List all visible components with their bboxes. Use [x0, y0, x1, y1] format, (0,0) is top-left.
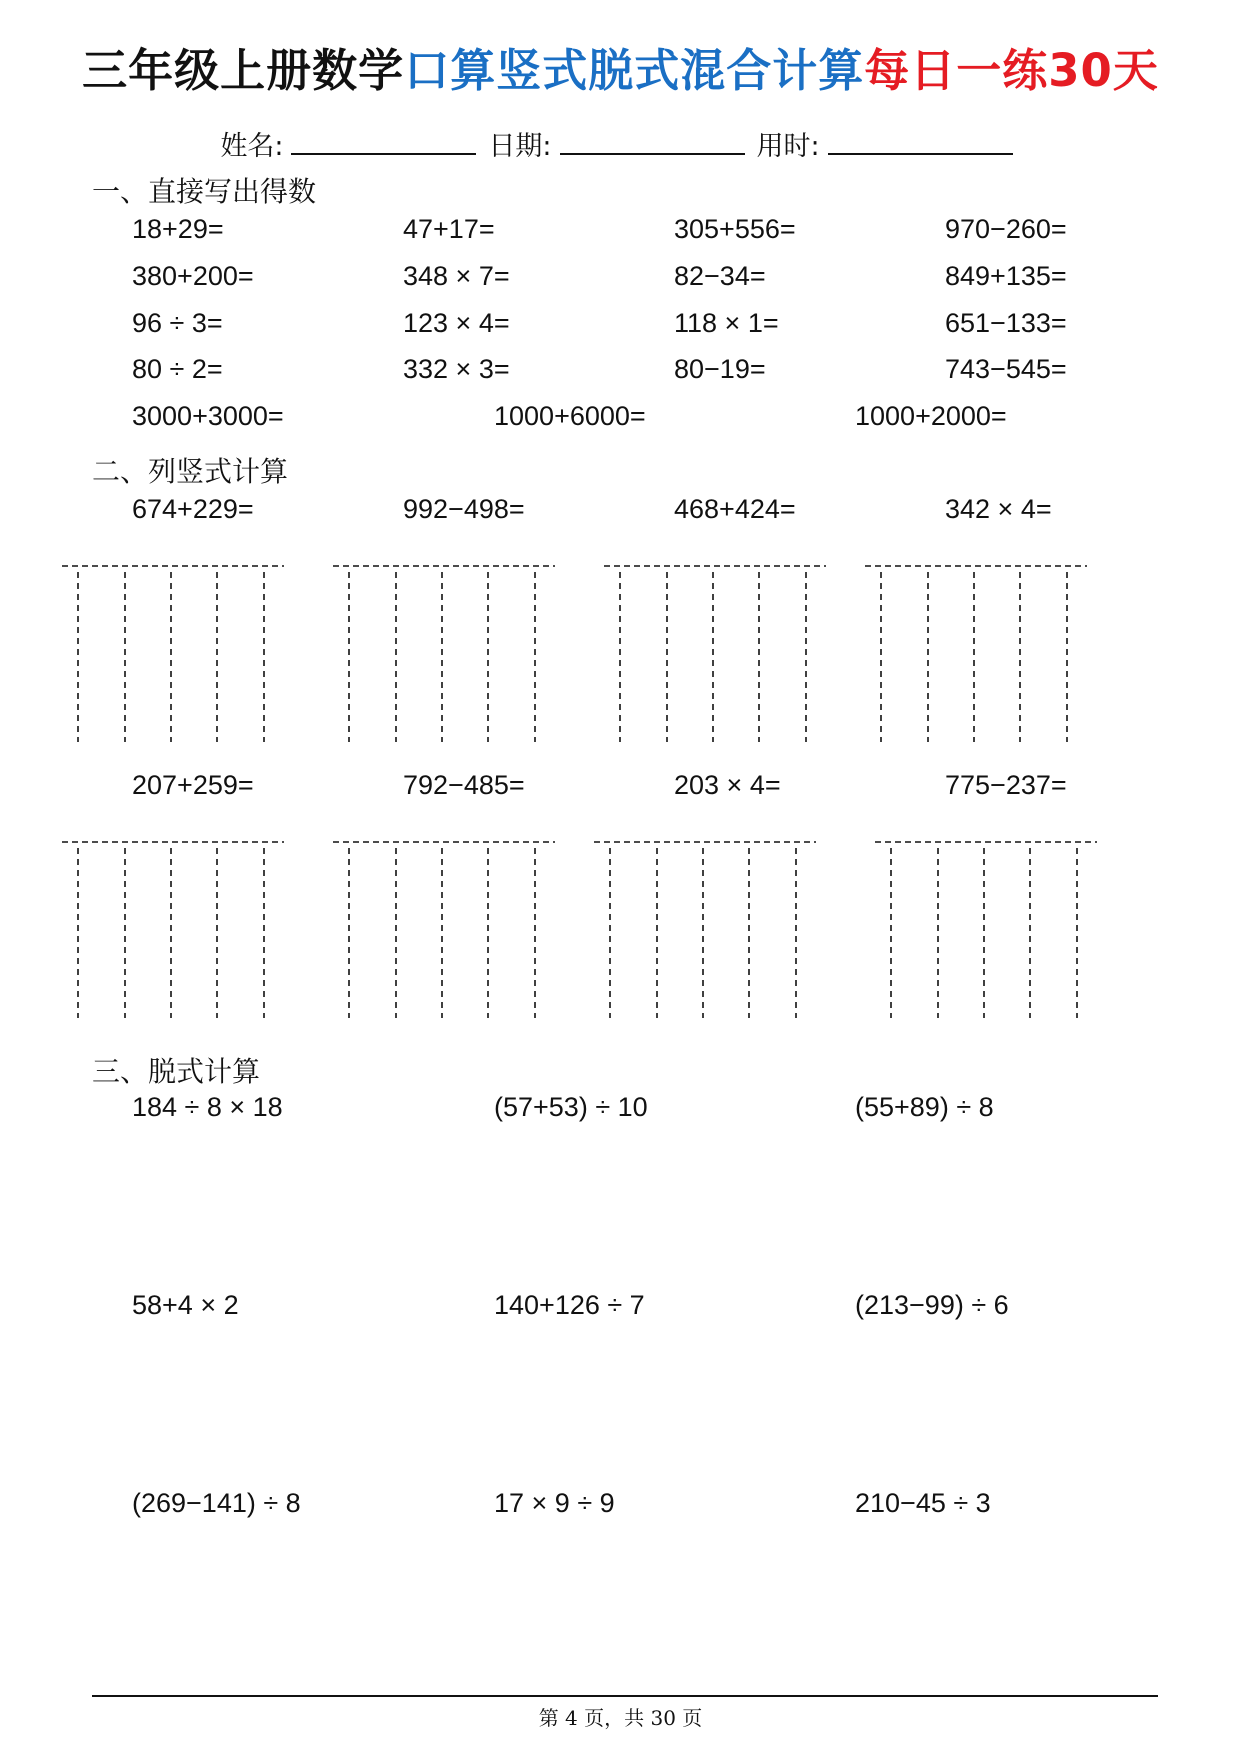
time-label: 用时: [756, 131, 820, 162]
title-topic: 口算竖式脱式混合计算 [404, 44, 865, 97]
vertical-calc-grid[interactable] [333, 564, 555, 744]
mental-problem: 849+135= [945, 261, 1067, 291]
mental-problem: 18+29= [132, 214, 224, 244]
mental-problem: 348 × 7= [403, 261, 510, 291]
page-number: 第 4 页，共 30 页 [538, 1706, 703, 1730]
date-label: 日期: [488, 131, 552, 162]
section-heading-vertical-calc: 二、列竖式计算 [92, 455, 289, 488]
vertical-calc-grid[interactable] [62, 564, 284, 744]
date-blank[interactable] [560, 127, 745, 155]
student-info-line [0, 124, 1241, 163]
vertical-problem: 468+424= [674, 494, 796, 524]
mental-problem: 380+200= [132, 261, 254, 291]
section-heading-step-calc: 三、脱式计算 [92, 1055, 261, 1088]
vertical-calc-grid[interactable] [594, 840, 816, 1020]
mental-problem: 305+556= [674, 214, 796, 244]
vertical-problem: 792−485= [403, 770, 525, 800]
vertical-problem: 203 × 4= [674, 770, 781, 800]
name-blank[interactable] [291, 127, 476, 155]
step-problem: 210−45 ÷ 3 [855, 1488, 991, 1518]
vertical-calc-grid[interactable] [865, 564, 1087, 744]
time-blank[interactable] [828, 127, 1013, 155]
vertical-problem: 674+229= [132, 494, 254, 524]
title-grade: 三年级上册数学 [82, 44, 405, 97]
section-heading-mental-math: 一、直接写出得数 [92, 175, 317, 208]
footer-rule [92, 1695, 1158, 1697]
mental-problem: 47+17= [403, 214, 495, 244]
mental-problem: 82−34= [674, 261, 766, 291]
mental-problem: 1000+2000= [855, 401, 1007, 431]
mental-problem: 80 ÷ 2= [132, 354, 223, 384]
step-problem: (269−141) ÷ 8 [132, 1488, 301, 1518]
vertical-problem: 342 × 4= [945, 494, 1052, 524]
vertical-problem: 775−237= [945, 770, 1067, 800]
step-problem: (55+89) ÷ 8 [855, 1092, 994, 1122]
step-problem: 58+4 × 2 [132, 1290, 239, 1320]
vertical-problem: 207+259= [132, 770, 254, 800]
mental-problem: 3000+3000= [132, 401, 284, 431]
vertical-calc-grid[interactable] [62, 840, 284, 1020]
vertical-problem: 992−498= [403, 494, 525, 524]
mental-problem: 118 × 1= [674, 308, 779, 338]
mental-problem: 1000+6000= [494, 401, 646, 431]
step-problem: 140+126 ÷ 7 [494, 1290, 645, 1320]
vertical-calc-grid[interactable] [333, 840, 555, 1020]
page-title [0, 34, 1241, 99]
mental-problem: 80−19= [674, 354, 766, 384]
mental-problem: 651−133= [945, 308, 1067, 338]
mental-problem: 96 ÷ 3= [132, 308, 223, 338]
vertical-calc-grid[interactable] [604, 564, 826, 744]
step-problem: (57+53) ÷ 10 [494, 1092, 648, 1122]
mental-problem: 123 × 4= [403, 308, 510, 338]
mental-problem: 332 × 3= [403, 354, 510, 384]
title-daily: 每日一练30天 [864, 44, 1159, 97]
step-problem: (213−99) ÷ 6 [855, 1290, 1009, 1320]
step-problem: 17 × 9 ÷ 9 [494, 1488, 615, 1518]
name-label: 姓名: [220, 131, 284, 162]
mental-problem: 970−260= [945, 214, 1067, 244]
step-problem: 184 ÷ 8 × 18 [132, 1092, 283, 1122]
vertical-calc-grid[interactable] [875, 840, 1097, 1020]
mental-problem: 743−545= [945, 354, 1067, 384]
